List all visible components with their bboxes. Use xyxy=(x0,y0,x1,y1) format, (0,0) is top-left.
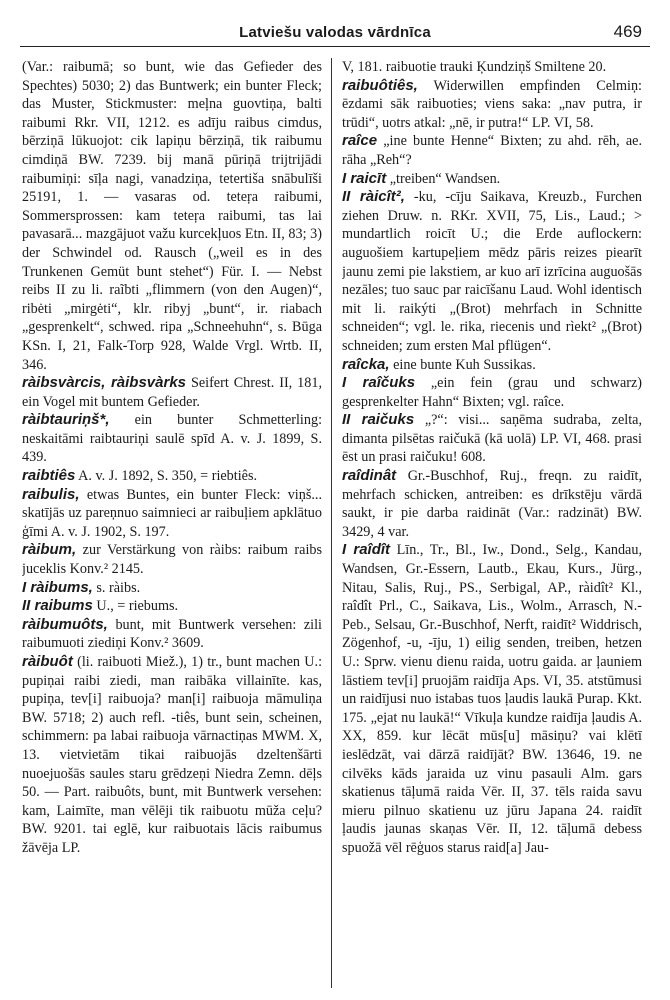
entry-headword: II ràicît², xyxy=(342,188,405,206)
entry-headword: II raibums xyxy=(22,597,93,615)
right-column xyxy=(342,58,642,988)
dictionary-entry xyxy=(22,411,322,467)
entry-body: V, 181. raibuotie trauki Ķundziņš Smiltene 20. xyxy=(342,59,607,75)
dictionary-entry xyxy=(22,374,322,411)
entry-body: „treiben“ Wandsen. xyxy=(389,170,501,187)
entry-body: Gr.-Buschhof, Ruj., freqn. zu raidīt, mehrfach schicken, antreiben: es drīkstēju vārdā saukt, ir pie darba raidināt (Var.: radzināt) BW. 3429, 4 var. xyxy=(342,468,642,540)
entry-headword: I ràibums, xyxy=(22,578,93,596)
dictionary-entry xyxy=(342,58,642,77)
entry-headword: ràibumuôts, xyxy=(22,615,108,633)
entry-headword: ràibuôt xyxy=(22,653,73,670)
entry-body: Seifert Chrest. II, 181, ein Vogel mit buntem Gefieder. xyxy=(22,375,322,410)
entry-headword: raibtiês xyxy=(22,467,76,485)
dictionary-entry xyxy=(22,579,322,598)
dictionary-entry xyxy=(342,356,642,375)
page-header xyxy=(20,18,650,47)
dictionary-entry xyxy=(22,58,322,374)
dictionary-entry xyxy=(22,616,322,653)
entry-headword: II raičuks xyxy=(342,411,415,429)
entry-headword: raîdinât xyxy=(342,467,397,485)
entry-headword: ràibsvàrcis, ràibsvàrks xyxy=(22,374,187,392)
entry-headword: I raîdît xyxy=(342,541,391,559)
entry-headword: I raîčuks xyxy=(342,374,416,392)
entry-body: „ein fein (grau und schwarz) gesprenkelter Hahn“ Bixten; vgl. raîce. xyxy=(342,375,642,410)
column-divider xyxy=(331,58,332,988)
entry-body: Līn., Tr., Bl., Iw., Dond., Selg., Kandau, Wandsen, Gr.-Essern, Lautb., Ekau, Kurs., Jürg., Nitau, Salis, Ruj., PS., Serbigal, AP., ràidît² Kl., raîdît Prl., C., Saikava, Lis., Wolm., Arrasch, N.-Peb., Selsau, Gr.-Buschhof, Nerft, raidīt² Widdrisch, Zögenhof, -u, -īju, 1) eilig senden, treiben, hetzen U.: Sprw. vienu dienu raida, uotru gaida. ar ļauniem lāstiem tev[i] pruojām raidīja Aps. VI, 35. atstūmusi un raidījusi nuo istabas tuos ļaudis laukā Purap. Kkt. 175. „ejat nu laukā!“ Vīkuļa kundze raidīja ļaudis A. XX, 859. kur lēcāt mūs[u] māsiņu? vai klētī ieslēdzāt, vai dārzā raidījāt? BW. 13646, 19. ne cilvēks kāds jaraida uz vinu pasauli Alm. gars skatienus tāļumā raida Vēr. II, 37. tēls raida savu mieru pilnuo skatienu uz jūru Japana 24. raidīt ļaudis jaunas skaņas Vēr. II, 12. tāļumā debess spuožā vēl rēģuos starus raid[a] Jau- xyxy=(342,542,642,856)
dictionary-entry xyxy=(22,653,322,858)
dictionary-entry xyxy=(22,541,322,578)
dictionary-entry xyxy=(22,467,322,486)
left-column xyxy=(22,58,322,988)
entry-body: -ku, -cīju Saikava, Kreuzb., Furchen ziehen Druw. n. RKr. XVII, 75, Lis., Laud.; > mundartlich roicīt U.; die Erde auflockern: auguošiem kartupeļiem mēdz pāris reizes piearīt jaunu zemi pie lakstiem, ar kuo arī izrīcina auguošās nezāles; tuo sauc par raicīšanu Laud. Wohl identisch mit li. raikýti „(Brot) mehrfach in Schnitte schneiden“; vgl. le. rika, riecenis und rìekt² „(Brot) schneiden; zum ersten Mal pflügen“. xyxy=(342,189,642,354)
page-number: 469 xyxy=(613,22,642,41)
entry-body: s. ràibs. xyxy=(96,579,141,596)
dictionary-entry xyxy=(342,411,642,467)
dictionary-entry xyxy=(342,467,642,541)
dictionary-entry xyxy=(342,374,642,411)
entry-body: „?“: visi... saņēma sudraba, zelta, dimanta pilsētas raičukā (kā uolā) LP. VI, 468. prasi ēst un prasi raičuku! 608. xyxy=(342,412,642,466)
dictionary-entry xyxy=(342,170,642,189)
entry-body: (Var.: raibumā; so bunt, wie das Gefieder des Spechtes) 5030; 2) das Buntwerk; ein bunter Fleck; das Muster, Stickmuster: meļna guovtiņa, balti raibumi Rkr. VII, 1212. es adīju raibus cimdus, bērziņā lūkuojot: cik lapiņu bērziņā, tik raibumu cimdiņā BW. 7239. bij manā pūriņā trijtrijādi raibumiņi: sīļa nagi, vanadziņa, tetertiša snābulīši 25191, 1. — vasaras od. teteŗa raibumi, Sommersprossen: kam teteŗa raibumi, tas lai pavasarā... mazgājuot važu kurcekļuos Etn. II, 83; 3) der Schwindel od. Rausch („weil es in des Trunkenen Gemüt bunt stehet“) Für. I. — Nebst reibs II zu li. raĩbti „flimmern (von den Augen)“, ribėti „mirgėti“, klr. ribyj „bunt“, ir. riabach „gesprenkelt“, schwed. ripa „Schneehuhn“, s. Būga KSn. I, 21, Falk-Torp 928, Walde Vrgl. Wrtb. II, 346. xyxy=(22,59,322,373)
dictionary-entry xyxy=(342,188,642,355)
entry-body: Widerwillen empfinden Celmiņ: ēzdami sāk raibuoties; viens saka: „nav putra, ir trūdi“, uotrs atkal: „nē, ir putra!“ LP. VI, 58. xyxy=(342,77,642,131)
entry-body: U., = riebums. xyxy=(96,598,179,615)
entry-headword: raibulis, xyxy=(22,485,80,503)
dictionary-entry xyxy=(22,597,322,616)
entry-headword: ràibtauriņš*, xyxy=(22,411,110,429)
dictionary-entry xyxy=(22,486,322,542)
dictionary-entry xyxy=(342,132,642,169)
entry-body: „ine bunte Henne“ Bixten; zu ahd. rēh, ae. rāha „Reh“? xyxy=(342,133,642,168)
entry-body: bunt, mit Buntwerk versehen: zili raibumuoti ziediņi Konv.² 3609. xyxy=(22,616,322,652)
dictionary-entry xyxy=(342,77,642,133)
entry-body: etwas Buntes, ein bunter Fleck: viņš... skatījās uz pareņnuo saimnieci ar raibuļiem apklātuo ģīmi A. v. J. 1902, S. 197. xyxy=(22,486,322,540)
entry-body: eine bunte Kuh Sussikas. xyxy=(393,356,536,373)
entry-headword: raîce xyxy=(342,132,378,150)
entry-headword: raîcka, xyxy=(342,355,390,373)
entry-headword: ràibum, xyxy=(22,541,77,559)
entry-headword: raibuôtiês, xyxy=(342,76,418,94)
page-title: Latviešu valodas vārdnīca xyxy=(239,24,431,41)
entry-body: (li. raibuoti Miež.), 1) tr., bunt machen U.: pupiņai raibi ziedi, man raibāka villainīte. kas, pupiņa, tev[i] raibuoja? man[i] raibuoja māmuliņa BW. 5718; 2) auch refl. -tiês, bunt sein, scheinen, schimmern: pa labai raibuoja vārnactiņas MWM. X, 13. vietvietām tikai raibuojās dzeltenšārti nuoejuošās saules staru grēdzeņi Niedra Zemn. dēļs 50. — Part. raibuôts, bunt, mit Buntwerk versehen: kam, Laimīte, man vēlēji tik raibuotu mūža ceļu? BW. 9201. tai eglē, kur raibuotais lācis raibumus žāvēja LP. xyxy=(22,654,322,856)
entry-headword: I raicīt xyxy=(342,169,387,187)
entry-body: A. v. J. 1892, S. 350, = riebtiês. xyxy=(78,468,258,485)
entry-body: ein bunter Schmetterling: neskaitāmi raibtauriņi saulē spīd A. v. J. 1899, S. 439. xyxy=(22,412,322,466)
entry-body: zur Verstärkung von ràibs: raibum raibs juceklis Konv.² 2145. xyxy=(22,542,322,578)
dictionary-entry xyxy=(342,541,642,857)
